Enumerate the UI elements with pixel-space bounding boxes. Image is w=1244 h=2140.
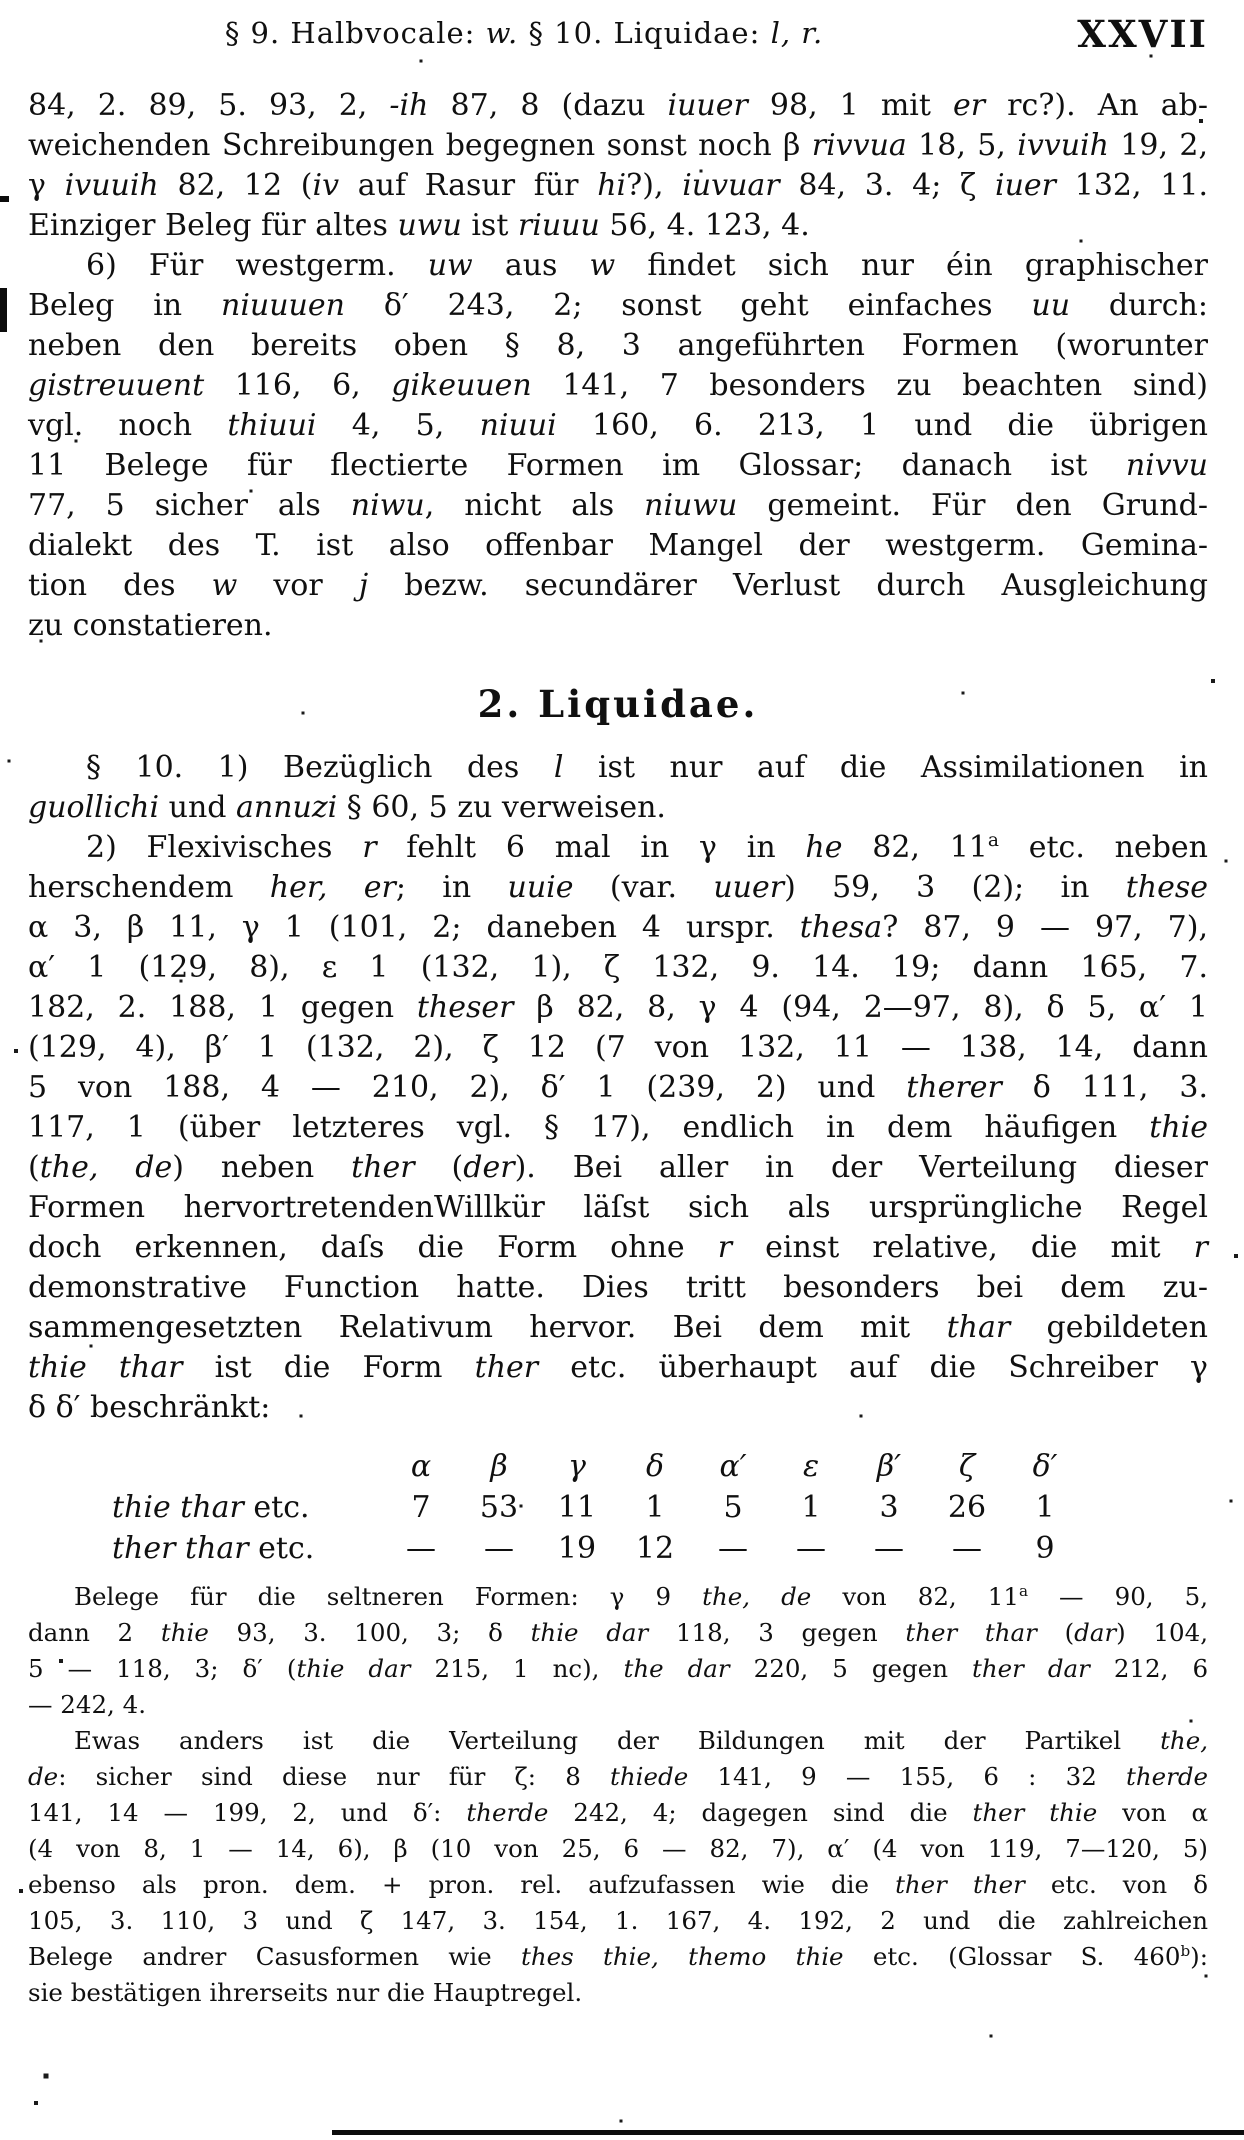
table-column-header: α′ <box>719 1449 747 1484</box>
table-column-header: β <box>490 1449 508 1484</box>
section-heading: 2. Liquidae. <box>477 682 759 726</box>
running-head: § 9. Halbvocale: w. § 10. Liquidae: l, r. <box>224 16 824 50</box>
paragraph <box>28 748 1208 828</box>
page-header <box>28 12 1210 62</box>
frequency-table <box>112 1446 1084 1569</box>
text-line: guollichi und annuzi § 60, 5 zu verweisen. <box>28 790 666 825</box>
text-line: zu constatieren. <box>28 608 273 643</box>
table-column-header: γ <box>568 1449 586 1484</box>
scan-noise-specks <box>0 0 2 2</box>
page-number: XXVII <box>1077 12 1208 56</box>
paragraph <box>28 828 1208 1428</box>
text-line: Formen hervortretendenWillkür läſst sich als ursprüngliche Regel <box>28 1190 1208 1225</box>
table-cell: 1 <box>645 1490 665 1525</box>
table-column-header: δ′ <box>1032 1449 1058 1484</box>
text-line: tion des w vor j bezw. secundärer Verlust durch Ausgleichung <box>28 568 1208 603</box>
table-cell: — <box>718 1531 748 1566</box>
scan-artifact-margin-mark <box>0 288 7 332</box>
scan-artifact-margin-dash <box>0 196 9 202</box>
text-line: 77, 5 sicher als niwu, nicht als niuwu gemeint. Für den Grund- <box>28 488 1208 523</box>
paragraph <box>28 86 1208 246</box>
table-cell: — <box>484 1531 514 1566</box>
table-corner-cell <box>112 1446 382 1487</box>
text-line: doch erkennen, daſs die Form ohne r einst relative, die mit r <box>28 1230 1208 1265</box>
text-line: demonstrative Function hatte. Dies tritt besonders bei dem zu- <box>28 1270 1208 1305</box>
table-cell: 19 <box>557 1531 597 1566</box>
text-line: weichenden Schreibungen begegnen sonst noch β rivvua 18, 5, ivvuih 19, 2, <box>28 128 1209 163</box>
table-cell: 26 <box>947 1490 987 1525</box>
table-cell: — <box>874 1531 904 1566</box>
text-line: Ewas anders ist die Verteilung der Bildungen mit der Partikel the, <box>74 1726 1208 1755</box>
table-column-header: ε <box>802 1449 820 1484</box>
text-line: 182, 2. 188, 1 gegen theser β 82, 8, γ 4 (94, 2—97, 8), δ 5, α′ 1 <box>28 990 1208 1025</box>
table-cell: — <box>952 1531 982 1566</box>
table-column-header: α <box>410 1449 432 1484</box>
table-column-header: ζ <box>958 1449 976 1484</box>
text-line: Einziger Beleg für altes uwu ist riuuu 56, 4. 123, 4. <box>28 208 810 243</box>
text-line: (129, 4), β′ 1 (132, 2), ζ 12 (7 von 132, 11 — 138, 14, dann <box>28 1030 1208 1065</box>
table-cell: 1 <box>801 1490 821 1525</box>
text-line: 105, 3. 110, 3 und ζ 147, 3. 154, 1. 167, 4. 192, 2 und die zahlreichen <box>28 1906 1208 1935</box>
text-line: Belege für die seltneren Formen: γ 9 the, de von 82, 11$^a$ — 90, 5, <box>74 1581 1208 1611</box>
text-line: § 10. 1) Bezüglich des l ist nur auf die Assimilationen in <box>86 750 1208 785</box>
page-body <box>28 86 1208 2011</box>
table-cell: — <box>406 1531 436 1566</box>
table-row-label: thie thar etc. <box>112 1490 310 1525</box>
table-column-header: δ <box>645 1449 665 1484</box>
paragraph <box>28 246 1208 646</box>
text-line: (4 von 8, 1 — 14, 6), β (10 von 25, 6 — 82, 7), α′ (4 von 119, 7—120, 5) <box>28 1834 1208 1863</box>
table-row <box>112 1528 1084 1569</box>
text-line: Beleg in niuuuen δ′ 243, 2; sonst geht einfaches uu durch: <box>28 288 1208 323</box>
paragraph <box>28 1723 1208 2011</box>
text-line: — 242, 4. <box>28 1690 147 1719</box>
table-header-row <box>112 1446 1084 1487</box>
text-line: 141, 14 — 199, 2, und δ′: therde 242, 4; dagegen sind die ther thie von α <box>28 1798 1208 1827</box>
text-line: thie thar ist die Form ther etc. überhaupt auf die Schreiber γ <box>28 1350 1208 1385</box>
text-line: 84, 2. 89, 5. 93, 2, -ih 87, 8 (dazu iuuer 98, 1 mit er rc?). An ab- <box>28 88 1208 123</box>
text-line: 5 — 118, 3; δ′ (thie dar 215, 1 nc), the dar 220, 5 gegen ther dar 212, 6 <box>28 1654 1209 1683</box>
table-cell: — <box>796 1531 826 1566</box>
text-line: Belege andrer Casusformen wie thes thie, themo thie etc. (Glossar S. 460$^b$): <box>28 1941 1208 1971</box>
text-line: dialekt des T. ist also offenbar Mangel der westgerm. Gemina- <box>28 528 1208 563</box>
table-row-label: ther thar etc. <box>112 1531 315 1566</box>
table-cell: 3 <box>879 1490 899 1525</box>
text-line: (the, de) neben ther (der). Bei aller in der Verteilung dieser <box>28 1150 1208 1185</box>
text-line: δ δ′ beschränkt: <box>28 1390 271 1425</box>
table-cell: 7 <box>411 1490 431 1525</box>
text-line: sie bestätigen ihrerseits nur die Hauptregel. <box>28 1978 583 2007</box>
text-line: 2) Flexivisches r fehlt 6 mal in γ in he 82, 11$^a$ etc. neben <box>86 830 1208 865</box>
text-line: ebenso als pron. dem. + pron. rel. aufzufassen wie die ther ther etc. von δ <box>28 1870 1208 1899</box>
text-line: vgl. noch thiuui 4, 5, niuui 160, 6. 213, 1 und die übrigen <box>28 408 1208 443</box>
text-line: de: sicher sind diese nur für ζ: 8 thiede 141, 9 — 155, 6 : 32 therde <box>28 1762 1209 1791</box>
table-cell: 1 <box>1035 1490 1055 1525</box>
text-line: γ ivuuih 82, 12 (iv auf Rasur für hi?), iuvuar 84, 3. 4; ζ iuer 132, 11. <box>28 168 1208 203</box>
text-line: 11 Belege für flectierte Formen im Glossar; danach ist nivvu <box>28 448 1208 483</box>
text-line: neben den bereits oben § 8, 3 angeführten Formen (worunter <box>28 328 1208 363</box>
text-line: α 3, β 11, γ 1 (101, 2; daneben 4 urspr. thesa? 87, 9 — 97, 7), <box>28 910 1208 945</box>
table-row <box>112 1487 1084 1528</box>
text-line: herschendem her, er; in uuie (var. uuer) 59, 3 (2); in these <box>28 870 1208 905</box>
table-cell: 11 <box>557 1490 597 1525</box>
table-cell: 53 <box>479 1490 519 1525</box>
text-line: gistreuuent 116, 6, gikeuuen 141, 7 besonders zu beachten sind) <box>28 368 1208 403</box>
table-cell: 9 <box>1035 1531 1055 1566</box>
text-line: 5 von 188, 4 — 210, 2), δ′ 1 (239, 2) und therer δ 111, 3. <box>28 1070 1208 1105</box>
table-cell: 12 <box>635 1531 675 1566</box>
table-cell: 5 <box>723 1490 743 1525</box>
text-line: α′ 1 (129, 8), ε 1 (132, 1), ζ 132, 9. 14. 19; dann 165, 7. <box>28 950 1208 985</box>
paragraph <box>28 1579 1208 1723</box>
table-column-header: β′ <box>876 1449 902 1484</box>
text-line: sammengesetzten Relativum hervor. Bei dem mit thar gebildeten <box>28 1310 1208 1345</box>
scan-artifact-bottom-bar <box>332 2130 1244 2135</box>
text-line: dann 2 thie 93, 3. 100, 3; δ thie dar 118, 3 gegen ther thar (dar) 104, <box>28 1618 1208 1647</box>
text-line: 117, 1 (über letzteres vgl. § 17), endlich in dem häufigen thie <box>28 1110 1208 1145</box>
text-line: 6) Für westgerm. uw aus w findet sich nur éin graphischer <box>86 248 1208 283</box>
